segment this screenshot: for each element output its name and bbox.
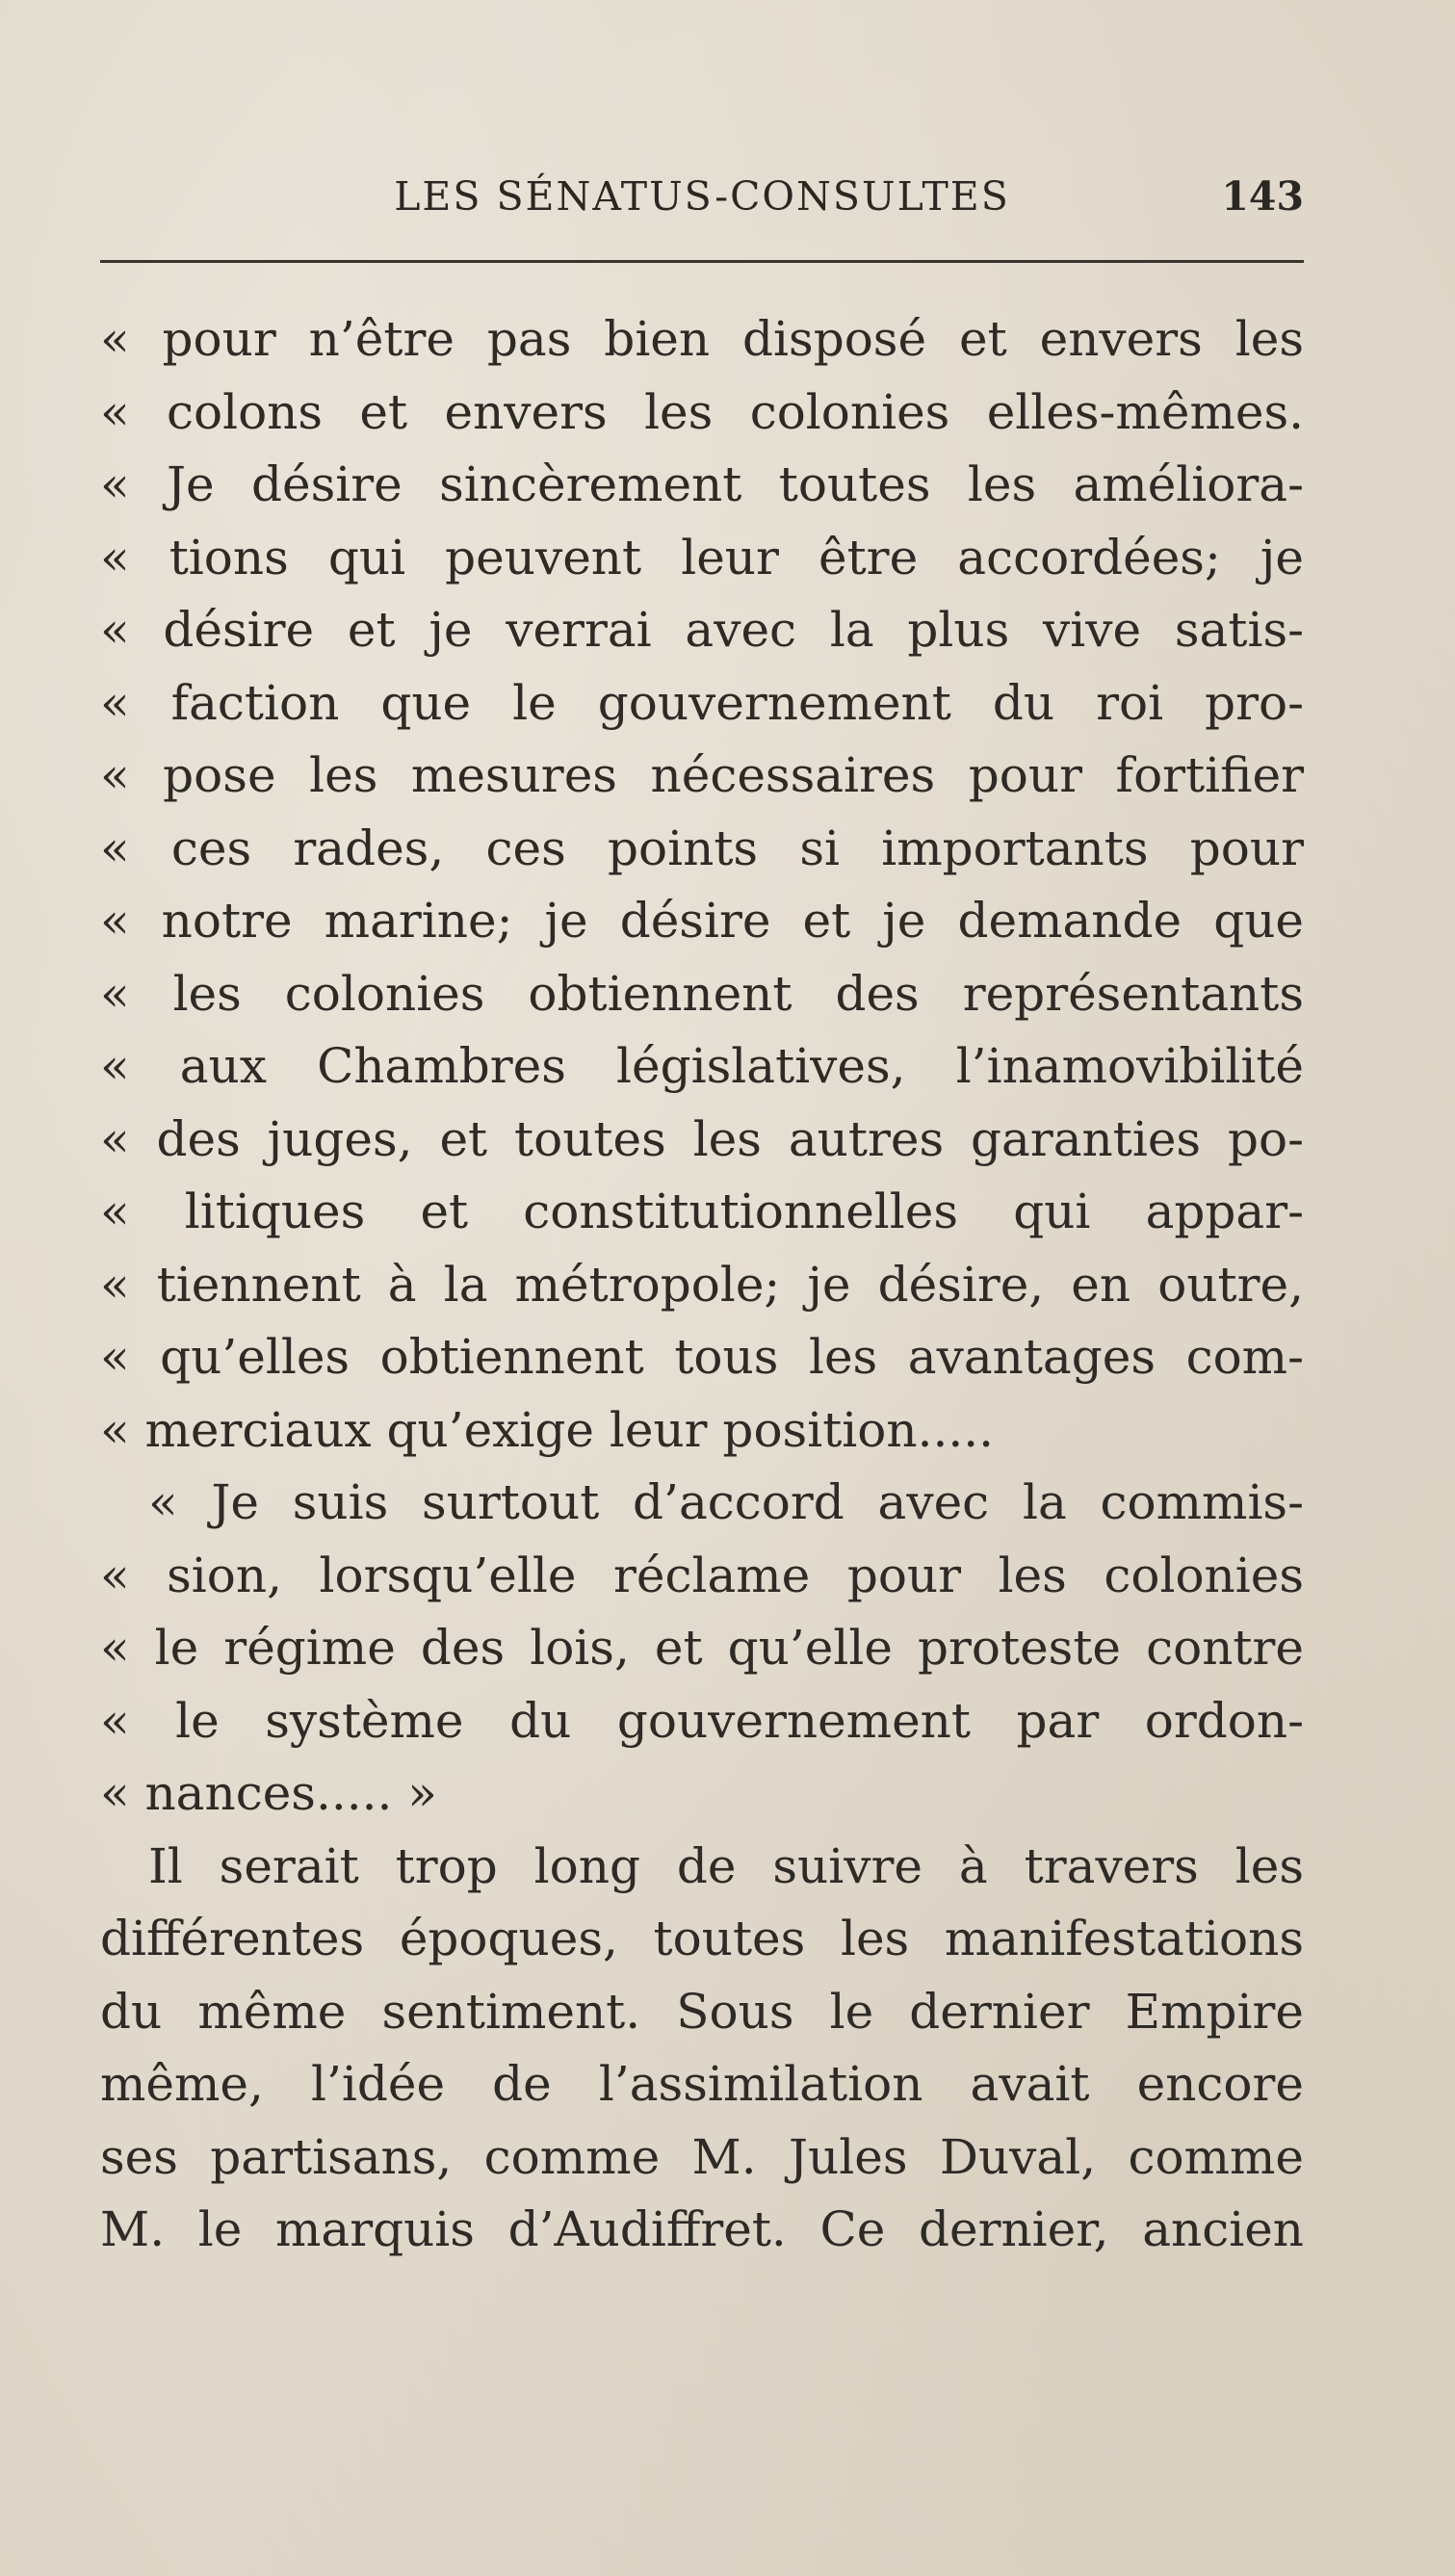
- body-text: [100, 303, 1304, 2267]
- text-line: du même sentiment. Sous le dernier Empire: [100, 1983, 1304, 2040]
- text-line: même, l’idée de l’assimilation avait encore: [100, 2056, 1304, 2112]
- text-line: « sion, lorsqu’elle réclame pour les colonies: [100, 1547, 1304, 1603]
- text-line: M. le marquis d’Audiffret. Ce dernier, ancien: [100, 2201, 1304, 2257]
- running-title: LES SÉNATUS-CONSULTES: [394, 173, 1010, 220]
- header-rule: [100, 260, 1304, 263]
- text-line: « faction que le gouvernement du roi pro-: [100, 674, 1304, 731]
- text-line: « qu’elles obtiennent tous les avantages com-: [100, 1329, 1304, 1385]
- text-line: « pose les mesures nécessaires pour fortifier: [100, 747, 1304, 803]
- page-number: 143: [1221, 173, 1304, 220]
- text-line: « Je désire sincèrement toutes les améliora-: [100, 456, 1304, 512]
- text-line: « tions qui peuvent leur être accordées; je: [100, 529, 1304, 585]
- text-line: Il serait trop long de suivre à travers les: [148, 1837, 1304, 1894]
- text-line: « notre marine; je désire et je demande que: [100, 893, 1304, 949]
- text-line: « les colonies obtiennent des représentants: [100, 965, 1304, 1022]
- text-line: « désire et je verrai avec la plus vive satis-: [100, 602, 1304, 658]
- text-line: « merciaux qu’exige leur position.....: [100, 1401, 995, 1458]
- text-line: ses partisans, comme M. Jules Duval, comme: [100, 2128, 1304, 2185]
- text-line: « ces rades, ces points si importants pour: [100, 820, 1304, 876]
- text-line: « le régime des lois, et qu’elle proteste contre: [100, 1620, 1304, 1676]
- text-line: « colons et envers les colonies elles-mêmes.: [100, 383, 1304, 440]
- text-line: « aux Chambres législatives, l’inamovibilité: [100, 1038, 1304, 1094]
- text-line: « litiques et constitutionnelles qui appar-: [100, 1184, 1304, 1239]
- text-line: « des juges, et toutes les autres garanties po-: [100, 1110, 1304, 1167]
- text-line: « pour n’être pas bien disposé et envers les: [100, 311, 1304, 367]
- text-line: différentes époques, toutes les manifestations: [100, 1911, 1304, 1966]
- text-line: « tiennent à la métropole; je désire, en outre,: [100, 1256, 1304, 1313]
- text-line: « le système du gouvernement par ordon-: [100, 1692, 1304, 1749]
- page-header: [100, 173, 1304, 231]
- text-line: « nances..... »: [100, 1765, 437, 1821]
- text-line: « Je suis surtout d’accord avec la commis-: [148, 1474, 1304, 1530]
